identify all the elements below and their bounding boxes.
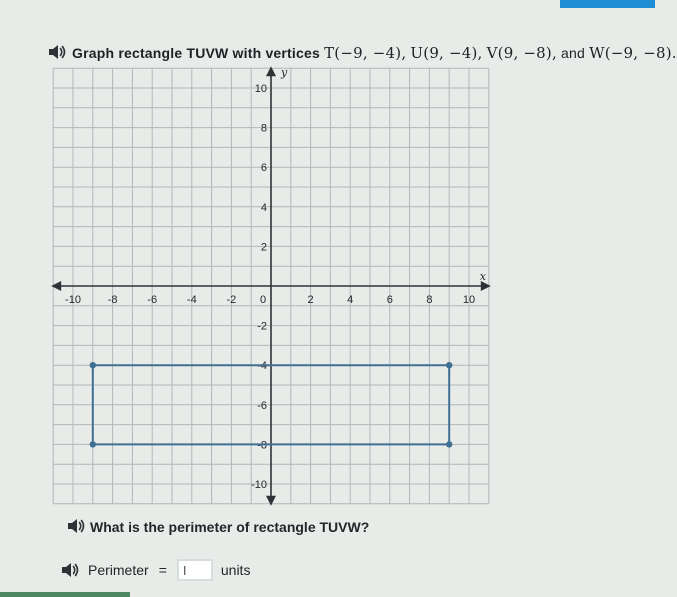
progress-strip (0, 592, 130, 597)
x-tick-label: 0 (259, 294, 267, 306)
question-text: What is the perimeter of rectangle TUVW? (90, 519, 370, 535)
x-tick-label: 8 (426, 294, 433, 306)
equals-sign: = (158, 562, 167, 578)
x-tick-label: -10 (65, 294, 81, 306)
x-tick-label: -6 (147, 294, 158, 306)
y-tick-label: 10 (254, 83, 267, 95)
vertex-w: W(−9, −8). (589, 44, 677, 62)
x-tick-label: 4 (347, 294, 354, 306)
y-tick-label: -8 (257, 439, 267, 452)
x-tick-label: 6 (386, 294, 393, 306)
y-tick-label: 6 (260, 162, 267, 175)
vertex-point-w[interactable] (90, 441, 96, 447)
vertex-u: U(9, −4), (410, 44, 483, 62)
y-axis-label: y (281, 66, 288, 80)
vertex-point-t[interactable] (90, 362, 96, 368)
vertex-t: T(−9, −4), (324, 44, 407, 62)
units-label: units (220, 562, 251, 578)
y-axis-arrow-up (266, 66, 276, 76)
perimeter-input[interactable] (177, 559, 213, 581)
x-tick-label: 10 (462, 294, 476, 306)
prompt-lead: Graph rectangle TUVW with vertices (72, 45, 320, 61)
y-tick-label: -6 (257, 399, 267, 412)
top-accent-bar (560, 0, 655, 8)
x-tick-label: -8 (107, 294, 118, 306)
y-tick-label: 8 (260, 122, 267, 135)
vertex-v: V(9, −8), (486, 44, 557, 62)
x-axis-label: x (479, 270, 486, 283)
answer-row (60, 557, 250, 583)
x-tick-label: -2 (226, 294, 237, 306)
perimeter-label: Perimeter (88, 562, 149, 578)
speaker-icon[interactable] (66, 517, 86, 535)
graph-canvas[interactable] (48, 58, 508, 512)
x-tick-label: -4 (186, 294, 197, 306)
y-tick-label: -4 (257, 360, 267, 373)
vertex-point-v[interactable] (446, 441, 452, 447)
y-tick-label: 4 (260, 201, 267, 214)
vertex-point-u[interactable] (446, 362, 452, 368)
prompt-and: and (561, 45, 585, 61)
y-tick-label: 2 (260, 241, 267, 254)
coordinate-graph[interactable] (48, 58, 508, 512)
speaker-icon[interactable] (60, 561, 80, 579)
y-tick-label: -2 (257, 320, 267, 333)
y-tick-label: -10 (251, 479, 267, 491)
x-tick-label: 2 (307, 294, 314, 306)
